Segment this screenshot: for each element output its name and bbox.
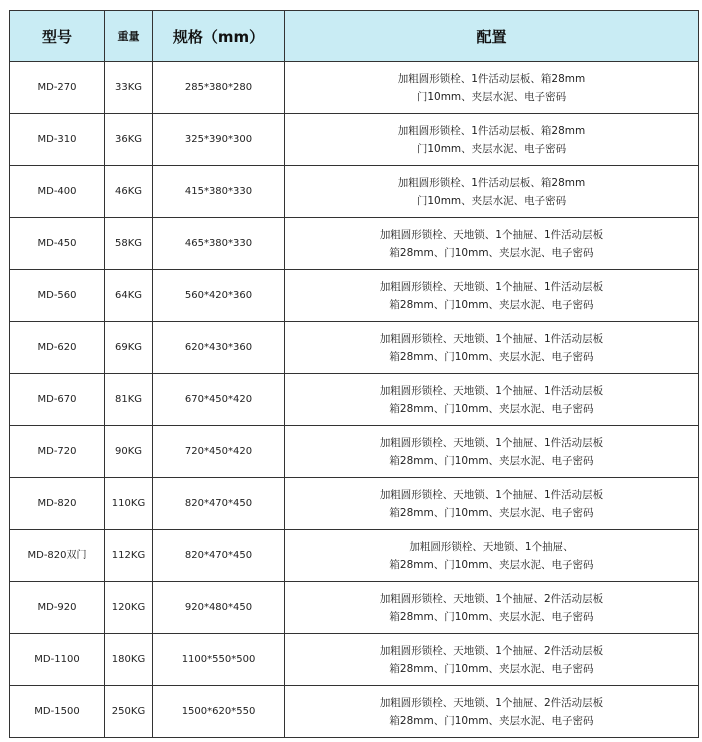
cell-config: [285, 322, 699, 374]
cell-weight: 120KG: [105, 582, 153, 634]
cell-weight: 250KG: [105, 686, 153, 738]
cell-model: MD-820双门: [10, 530, 105, 582]
config-line-1: 加粗圆形锁栓、天地锁、1个抽屉、2件活动层板: [379, 696, 604, 709]
cell-config: [285, 478, 699, 530]
config-line-2: 门10mm、夹层水泥、电子密码: [416, 142, 567, 155]
table-row: [10, 270, 699, 322]
config-line-1: 加粗圆形锁栓、天地锁、1个抽屉、1件活动层板: [379, 228, 604, 241]
header-row: [10, 11, 699, 62]
config-line-2: 箱28mm、门10mm、夹层水泥、电子密码: [389, 246, 594, 259]
cell-model: MD-920: [10, 582, 105, 634]
cell-spec: 720*450*420: [153, 426, 285, 478]
table-row: [10, 686, 699, 738]
cell-spec: 1500*620*550: [153, 686, 285, 738]
cell-weight: 58KG: [105, 218, 153, 270]
config-line-2: 箱28mm、门10mm、夹层水泥、电子密码: [389, 714, 594, 727]
cell-spec: 920*480*450: [153, 582, 285, 634]
cell-config: [285, 426, 699, 478]
table-row: [10, 62, 699, 114]
cell-config: [285, 62, 699, 114]
cell-model: MD-1100: [10, 634, 105, 686]
table-body: [10, 62, 699, 738]
config-line-2: 箱28mm、门10mm、夹层水泥、电子密码: [389, 662, 594, 675]
header-spec: 规格（mm）: [153, 11, 285, 62]
cell-config: [285, 114, 699, 166]
header-weight: 重量: [105, 11, 153, 62]
cell-model: MD-620: [10, 322, 105, 374]
cell-weight: 81KG: [105, 374, 153, 426]
config-line-1: 加粗圆形锁栓、1件活动层板、箱28mm: [397, 72, 586, 85]
cell-weight: 64KG: [105, 270, 153, 322]
config-line-1: 加粗圆形锁栓、天地锁、1个抽屉、1件活动层板: [379, 280, 604, 293]
table-row: [10, 582, 699, 634]
cell-spec: 415*380*330: [153, 166, 285, 218]
cell-weight: 112KG: [105, 530, 153, 582]
cell-model: MD-400: [10, 166, 105, 218]
config-line-1: 加粗圆形锁栓、1件活动层板、箱28mm: [397, 124, 586, 137]
config-line-2: 箱28mm、门10mm、夹层水泥、电子密码: [389, 506, 594, 519]
cell-weight: 36KG: [105, 114, 153, 166]
config-line-2: 箱28mm、门10mm、夹层水泥、电子密码: [389, 610, 594, 623]
cell-config: [285, 218, 699, 270]
header-config: 配置: [285, 11, 699, 62]
cell-spec: 560*420*360: [153, 270, 285, 322]
cell-config: [285, 582, 699, 634]
cell-config: [285, 374, 699, 426]
table-row: [10, 530, 699, 582]
cell-weight: 46KG: [105, 166, 153, 218]
table-row: [10, 322, 699, 374]
cell-model: MD-820: [10, 478, 105, 530]
config-line-1: 加粗圆形锁栓、天地锁、1个抽屉、2件活动层板: [379, 592, 604, 605]
cell-model: MD-450: [10, 218, 105, 270]
table-row: [10, 166, 699, 218]
cell-config: [285, 634, 699, 686]
cell-weight: 69KG: [105, 322, 153, 374]
cell-weight: 110KG: [105, 478, 153, 530]
config-line-2: 门10mm、夹层水泥、电子密码: [416, 194, 567, 207]
table-row: [10, 374, 699, 426]
cell-model: MD-670: [10, 374, 105, 426]
cell-spec: 1100*550*500: [153, 634, 285, 686]
config-line-2: 门10mm、夹层水泥、电子密码: [416, 90, 567, 103]
config-line-1: 加粗圆形锁栓、天地锁、1个抽屉、1件活动层板: [379, 488, 604, 501]
cell-model: MD-560: [10, 270, 105, 322]
table-row: [10, 478, 699, 530]
config-line-1: 加粗圆形锁栓、天地锁、1个抽屉、: [409, 540, 574, 553]
table-row: [10, 218, 699, 270]
config-line-1: 加粗圆形锁栓、1件活动层板、箱28mm: [397, 176, 586, 189]
cell-weight: 33KG: [105, 62, 153, 114]
cell-config: [285, 530, 699, 582]
cell-spec: 285*380*280: [153, 62, 285, 114]
cell-config: [285, 270, 699, 322]
config-line-2: 箱28mm、门10mm、夹层水泥、电子密码: [389, 454, 594, 467]
table-row: [10, 426, 699, 478]
cell-model: MD-270: [10, 62, 105, 114]
header-model: 型号: [10, 11, 105, 62]
cell-spec: 820*470*450: [153, 478, 285, 530]
config-line-2: 箱28mm、门10mm、夹层水泥、电子密码: [389, 350, 594, 363]
cell-model: MD-310: [10, 114, 105, 166]
config-line-2: 箱28mm、门10mm、夹层水泥、电子密码: [389, 402, 594, 415]
table-row: [10, 634, 699, 686]
cell-model: MD-720: [10, 426, 105, 478]
cell-config: [285, 686, 699, 738]
config-line-2: 箱28mm、门10mm、夹层水泥、电子密码: [389, 558, 594, 571]
cell-config: [285, 166, 699, 218]
config-line-1: 加粗圆形锁栓、天地锁、1个抽屉、1件活动层板: [379, 332, 604, 345]
config-line-2: 箱28mm、门10mm、夹层水泥、电子密码: [389, 298, 594, 311]
table-row: [10, 114, 699, 166]
cell-spec: 465*380*330: [153, 218, 285, 270]
cell-weight: 90KG: [105, 426, 153, 478]
cell-spec: 620*430*360: [153, 322, 285, 374]
config-line-1: 加粗圆形锁栓、天地锁、1个抽屉、2件活动层板: [379, 644, 604, 657]
cell-spec: 325*390*300: [153, 114, 285, 166]
cell-spec: 670*450*420: [153, 374, 285, 426]
spec-table: [9, 10, 699, 738]
cell-weight: 180KG: [105, 634, 153, 686]
cell-model: MD-1500: [10, 686, 105, 738]
cell-spec: 820*470*450: [153, 530, 285, 582]
config-line-1: 加粗圆形锁栓、天地锁、1个抽屉、1件活动层板: [379, 436, 604, 449]
config-line-1: 加粗圆形锁栓、天地锁、1个抽屉、1件活动层板: [379, 384, 604, 397]
